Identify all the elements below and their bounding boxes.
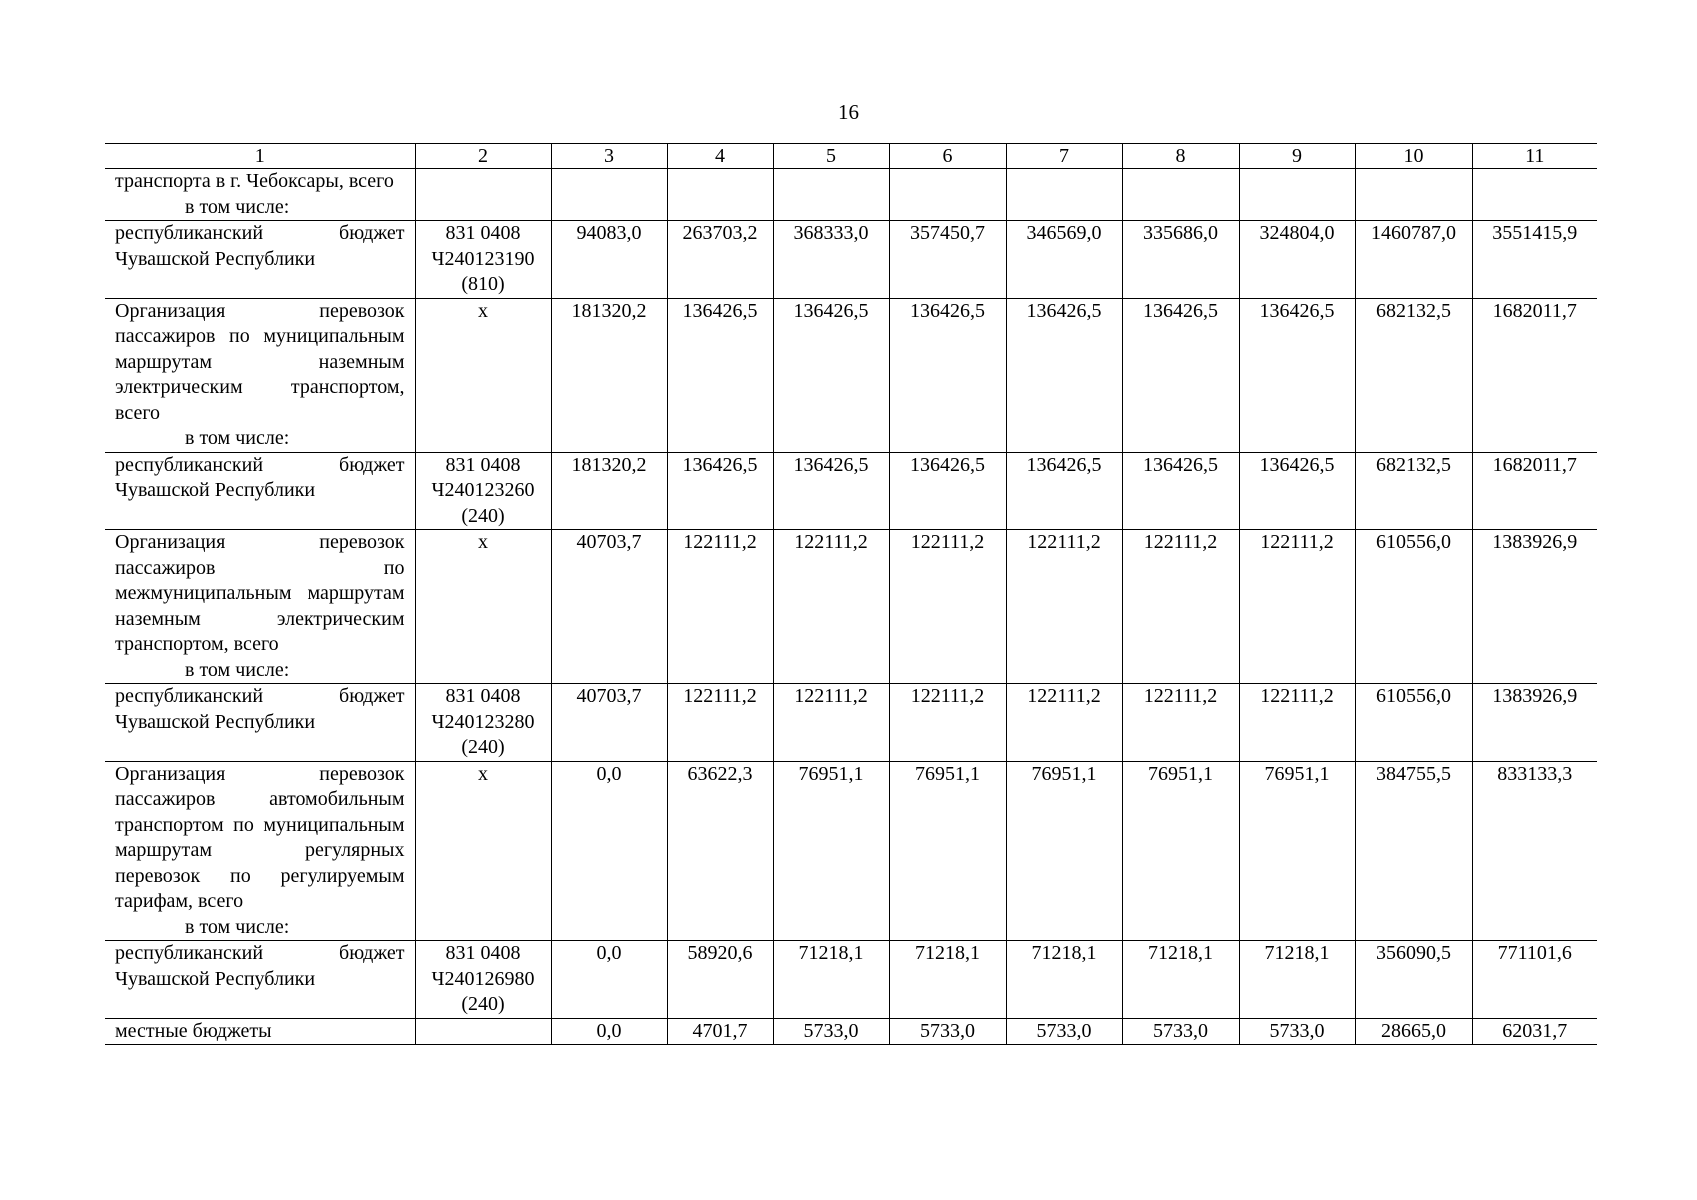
amount-cell: 346569,0 (1006, 221, 1122, 299)
amount-cell: 3551415,9 (1472, 221, 1597, 299)
amount-cell (1006, 169, 1122, 221)
row-description-cell (105, 221, 415, 299)
column-number-header: 9 (1239, 144, 1355, 169)
budget-code-cell (415, 221, 551, 299)
amount-cell: 136426,5 (1239, 298, 1355, 452)
budget-code-line: x (478, 299, 488, 322)
table-row (105, 221, 1597, 299)
amount-cell: 4701,7 (667, 1018, 773, 1045)
column-number-header: 4 (667, 144, 773, 169)
budget-code-cell (415, 684, 551, 762)
amount-cell: 136426,5 (1122, 298, 1239, 452)
amount-cell: 1383926,9 (1472, 684, 1597, 762)
amount-cell: 1460787,0 (1355, 221, 1472, 299)
budget-code-cell (415, 169, 551, 221)
row-description: транспорта в г. Чебоксары, всего (115, 170, 394, 192)
budget-code-cell (415, 452, 551, 530)
amount-cell (1122, 169, 1239, 221)
amount-cell: 136426,5 (773, 452, 889, 530)
budget-code-line: (240) (461, 504, 505, 527)
table-row (105, 452, 1597, 530)
amount-cell: 94083,0 (551, 221, 667, 299)
amount-cell: 71218,1 (1239, 941, 1355, 1019)
budget-code-cell (415, 761, 551, 941)
amount-cell: 28665,0 (1355, 1018, 1472, 1045)
column-number-header: 7 (1006, 144, 1122, 169)
row-description-cell (105, 530, 415, 684)
column-number-header: 5 (773, 144, 889, 169)
budget-code-line: 831 0408 (445, 222, 521, 244)
amount-cell: 76951,1 (1006, 761, 1122, 941)
amount-cell: 136426,5 (889, 452, 1006, 530)
budget-code-line: 831 0408 (445, 942, 521, 964)
amount-cell: 324804,0 (1239, 221, 1355, 299)
table-row (105, 941, 1597, 1019)
amount-cell: 63622,3 (667, 761, 773, 941)
amount-cell: 5733,0 (1239, 1018, 1355, 1045)
amount-cell: 136426,5 (1122, 452, 1239, 530)
amount-cell: 62031,7 (1472, 1018, 1597, 1045)
column-number-header: 1 (105, 144, 415, 169)
amount-cell: 122111,2 (1006, 684, 1122, 762)
budget-code-line: (810) (461, 273, 505, 295)
amount-cell: 122111,2 (667, 530, 773, 684)
amount-cell: 122111,2 (1006, 530, 1122, 684)
budget-code-line: Ч240123280 (431, 710, 535, 733)
column-number-header: 2 (415, 144, 551, 169)
row-description: республиканский бюджет Чувашской Республики (115, 685, 405, 733)
amount-cell (1239, 169, 1355, 221)
row-description: республиканский бюджет Чувашской Республики (115, 942, 405, 990)
amount-cell: 122111,2 (889, 530, 1006, 684)
amount-cell: 335686,0 (1122, 221, 1239, 299)
amount-cell: 368333,0 (773, 221, 889, 299)
row-description: Организация перевозок пассажиров по межмуниципальным маршрутам наземным электрическим транспортом, всего (115, 531, 405, 655)
amount-cell (1472, 169, 1597, 221)
amount-cell: 136426,5 (667, 298, 773, 452)
column-number-header: 3 (551, 144, 667, 169)
budget-code-line: Ч240123260 (431, 479, 535, 501)
budget-code-line: x (478, 531, 488, 553)
amount-cell: 356090,5 (1355, 941, 1472, 1019)
amount-cell: 5733,0 (773, 1018, 889, 1045)
including-label: в том числе: (185, 915, 290, 938)
amount-cell: 122111,2 (889, 684, 1006, 762)
amount-cell: 122111,2 (773, 684, 889, 762)
amount-cell (773, 169, 889, 221)
amount-cell: 771101,6 (1472, 941, 1597, 1019)
budget-code-line: 831 0408 (445, 685, 521, 707)
amount-cell: 71218,1 (1006, 941, 1122, 1019)
budget-code-cell (415, 530, 551, 684)
column-number-header: 11 (1472, 144, 1597, 169)
row-description: Организация перевозок пассажиров автомобильным транспортом по муниципальным маршрутам регулярных перевозок по регулируемым тарифам, всего (115, 762, 405, 912)
column-number-header: 8 (1122, 144, 1239, 169)
budget-code-line: (240) (461, 993, 505, 1015)
budget-code-cell (415, 298, 551, 452)
amount-cell: 0,0 (551, 1018, 667, 1045)
amount-cell: 181320,2 (551, 452, 667, 530)
amount-cell: 76951,1 (1122, 761, 1239, 941)
amount-cell: 5733,0 (889, 1018, 1006, 1045)
amount-cell: 136426,5 (1239, 452, 1355, 530)
amount-cell (1355, 169, 1472, 221)
column-number-header: 10 (1355, 144, 1472, 169)
budget-code-line: 831 0408 (445, 453, 521, 476)
amount-cell: 1682011,7 (1472, 298, 1597, 452)
row-description: республиканский бюджет Чувашской Республики (115, 453, 405, 501)
amount-cell: 122111,2 (1239, 530, 1355, 684)
row-description: местные бюджеты (115, 1019, 272, 1042)
column-number-header-row (105, 144, 1597, 169)
row-description: республиканский бюджет Чувашской Республики (115, 222, 405, 270)
amount-cell: 122111,2 (1122, 684, 1239, 762)
amount-cell: 76951,1 (773, 761, 889, 941)
including-label: в том числе: (185, 658, 290, 681)
amount-cell (889, 169, 1006, 221)
amount-cell: 136426,5 (667, 452, 773, 530)
amount-cell: 357450,7 (889, 221, 1006, 299)
amount-cell: 136426,5 (1006, 298, 1122, 452)
amount-cell (551, 169, 667, 221)
amount-cell: 71218,1 (773, 941, 889, 1019)
budget-code-line: (240) (461, 736, 505, 758)
budget-code-line: Ч240126980 (431, 967, 535, 990)
amount-cell: 122111,2 (667, 684, 773, 762)
amount-cell: 682132,5 (1355, 298, 1472, 452)
including-label: в том числе: (185, 195, 290, 218)
page-number: 16 (838, 100, 859, 124)
budget-code-cell (415, 1018, 551, 1045)
table-row (105, 298, 1597, 452)
amount-cell: 610556,0 (1355, 684, 1472, 762)
amount-cell: 833133,3 (1472, 761, 1597, 941)
row-description-cell (105, 298, 415, 452)
table-row (105, 1018, 1597, 1045)
amount-cell: 40703,7 (551, 684, 667, 762)
budget-table (105, 143, 1597, 1045)
table-row (105, 530, 1597, 684)
amount-cell: 682132,5 (1355, 452, 1472, 530)
budget-code-line: Ч240123190 (431, 247, 535, 270)
row-description-cell (105, 169, 415, 221)
table-row (105, 169, 1597, 221)
amount-cell: 263703,2 (667, 221, 773, 299)
amount-cell: 71218,1 (889, 941, 1006, 1019)
amount-cell: 136426,5 (773, 298, 889, 452)
row-description-cell (105, 761, 415, 941)
including-label: в том числе: (185, 427, 290, 449)
amount-cell: 40703,7 (551, 530, 667, 684)
amount-cell: 71218,1 (1122, 941, 1239, 1019)
amount-cell: 136426,5 (1006, 452, 1122, 530)
amount-cell: 76951,1 (1239, 761, 1355, 941)
row-description: Организация перевозок пассажиров по муниципальным маршрутам наземным электрическим транспортом, всего (115, 299, 405, 424)
amount-cell: 181320,2 (551, 298, 667, 452)
budget-code-cell (415, 941, 551, 1019)
amount-cell: 58920,6 (667, 941, 773, 1019)
amount-cell: 1682011,7 (1472, 452, 1597, 530)
row-description-cell (105, 452, 415, 530)
row-description-cell (105, 1018, 415, 1045)
amount-cell: 1383926,9 (1472, 530, 1597, 684)
budget-code-line: x (478, 762, 488, 785)
amount-cell: 0,0 (551, 941, 667, 1019)
amount-cell (667, 169, 773, 221)
row-description-cell (105, 684, 415, 762)
column-number-header: 6 (889, 144, 1006, 169)
amount-cell: 136426,5 (889, 298, 1006, 452)
table-row (105, 761, 1597, 941)
amount-cell: 76951,1 (889, 761, 1006, 941)
amount-cell: 122111,2 (773, 530, 889, 684)
amount-cell: 0,0 (551, 761, 667, 941)
table-row (105, 684, 1597, 762)
amount-cell: 122111,2 (1122, 530, 1239, 684)
amount-cell: 5733,0 (1006, 1018, 1122, 1045)
amount-cell: 5733,0 (1122, 1018, 1239, 1045)
amount-cell: 384755,5 (1355, 761, 1472, 941)
amount-cell: 122111,2 (1239, 684, 1355, 762)
row-description-cell (105, 941, 415, 1019)
amount-cell: 610556,0 (1355, 530, 1472, 684)
